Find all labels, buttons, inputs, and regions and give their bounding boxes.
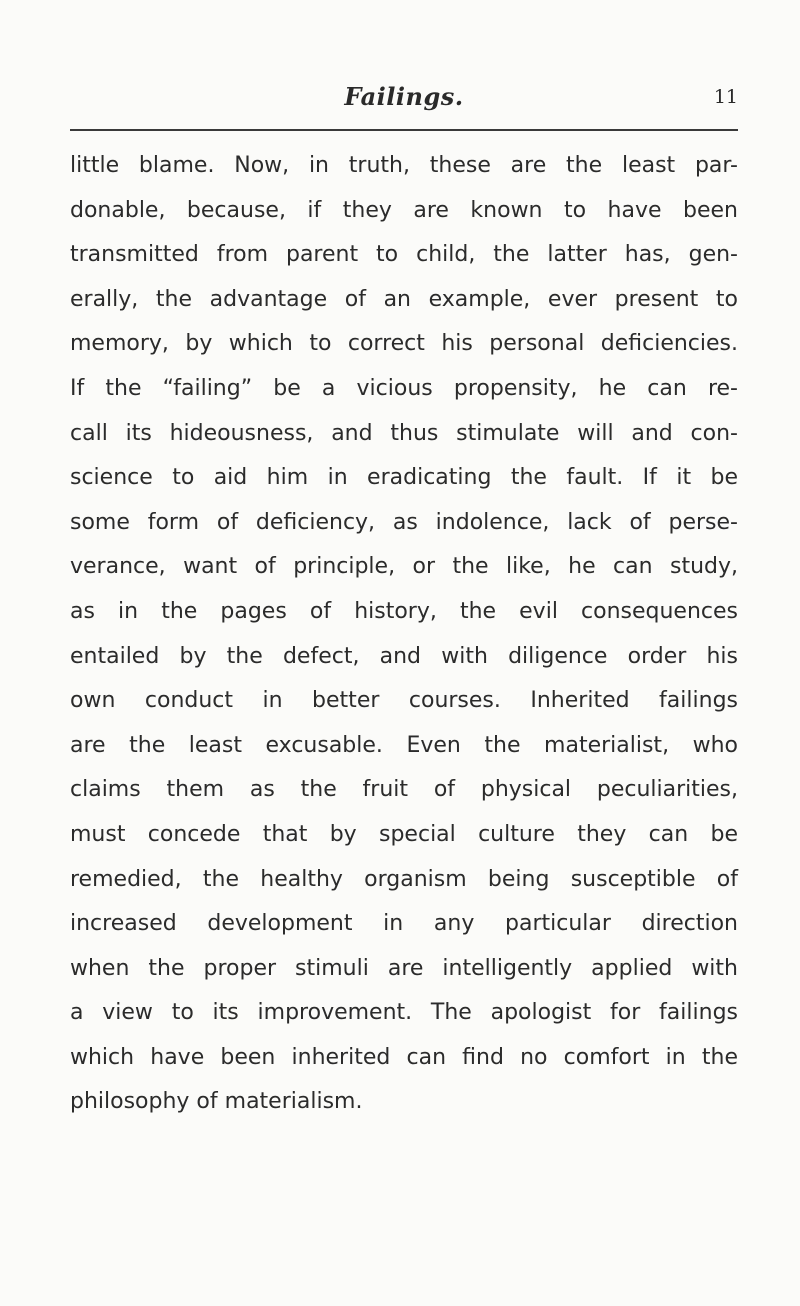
text-line: must concede that by special culture they can be bbox=[70, 821, 738, 847]
text-line: entailed by the defect, and with diligence order his bbox=[70, 643, 738, 669]
text-line: some form of deficiency, as indolence, lack of perse- bbox=[70, 509, 738, 535]
text-line-last: philosophy of materialism. bbox=[70, 1089, 363, 1115]
text-line: verance, want of principle, or the like, he can study, bbox=[70, 554, 738, 580]
text-line: transmitted from parent to child, the latter has, gen- bbox=[70, 242, 738, 268]
text-line: call its hideousness, and thus stimulate will and con- bbox=[70, 420, 738, 446]
text-line: memory, by which to correct his personal deficiencies. bbox=[70, 331, 738, 357]
header-rule bbox=[70, 129, 738, 131]
page-number: 11 bbox=[713, 86, 738, 108]
text-line: which have been inherited can find no comfort in the bbox=[70, 1044, 738, 1070]
text-line: increased development in any particular direction bbox=[70, 911, 738, 937]
running-title: Failings. bbox=[344, 82, 464, 111]
text-line: when the proper stimuli are intelligently applied with bbox=[70, 955, 738, 981]
text-line: claims them as the fruit of physical peculiarities, bbox=[70, 777, 738, 803]
text-line: science to aid him in eradicating the fault. If it be bbox=[70, 465, 738, 491]
text-line: as in the pages of history, the evil consequences bbox=[70, 598, 738, 624]
text-line: erally, the advantage of an example, ever present to bbox=[70, 286, 738, 312]
text-line: own conduct in better courses. Inherited failings bbox=[70, 688, 738, 714]
text-line: a view to its improvement. The apologist for failings bbox=[70, 1000, 738, 1026]
body-text bbox=[70, 144, 738, 1125]
text-line: are the least excusable. Even the materialist, who bbox=[70, 732, 738, 758]
text-line: little blame. Now, in truth, these are the least par- bbox=[70, 153, 738, 178]
running-head bbox=[70, 82, 738, 122]
text-line: donable, because, if they are known to have been bbox=[70, 197, 738, 223]
text-line: If the “failing” be a vicious propensity, he can re- bbox=[70, 375, 738, 401]
text-line: remedied, the healthy organism being susceptible of bbox=[70, 866, 738, 892]
